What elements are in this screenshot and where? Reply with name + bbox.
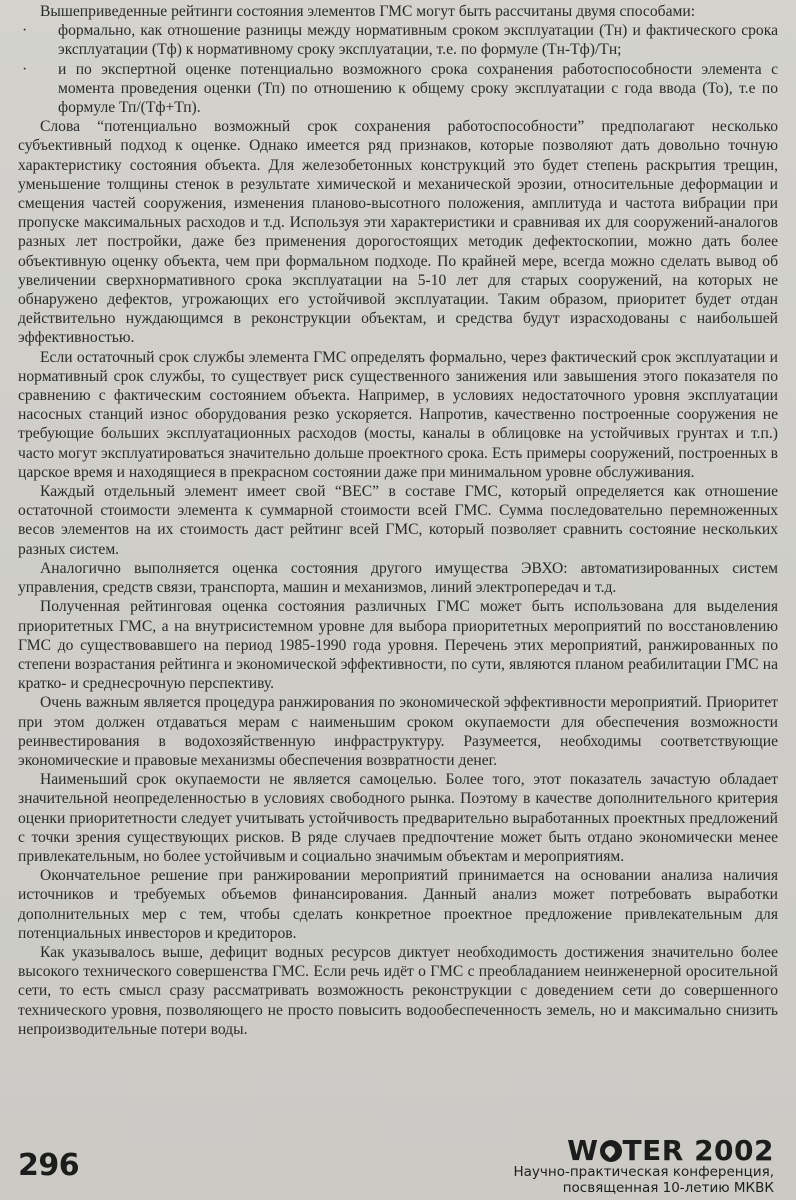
paragraph-residual-life: Если остаточный срок службы элемента ГМС определять формально, через фактический срок эксплуатации и нормативный срок службы, то существует риск существенного занижения или завышения этого показателя по сравнению с фактическим состоянием объекта. Например, в условиях недостаточного уровня эксплуатации насосных станций износ оборудования резко ускоряется. Напротив, качественно построенные сооружения не требующие больших эксплуатационных расходов (мосты, каналы в облицовке на устойчивых грунтах и т.п.) часто могут эксплуатироваться значительно дольше проектного срока. Есть примеры сооружений, построенных в царское время и находящиеся в прекрасном состоянии даже при минимальном уровне обслуживания. <box>18 348 778 481</box>
page-number: 296 <box>18 1148 80 1183</box>
paragraph-rating-use: Полученная рейтинговая оценка состояния различных ГМС может быть использована для выделения приоритетных ГМС, а на внутрисистемном уровне для выбора приоритетных мероприятий по восстановлению ГМС до существовавшего на период 1985-1990 года уровня. Перечень этих мероприятий, ранжированных по степени возрастания рейтинга и экономической эффективности, по сути, являются планом реабилитации ГМС на кратко- и среднесрочную перспективу. <box>18 598 778 693</box>
paragraph-element-weight: Каждый отдельный элемент имеет свой “ВЕС” в составе ГМС, который определяется как отношение остаточной стоимости элемента к суммарной стоимости всей ГМС. Сумма последовательно перемноженных весов элементов на их стоимость даст рейтинг всей ГМС, который позволяет сравнить состояние нескольких разных систем. <box>18 483 778 558</box>
logo-text: TER 2002 <box>622 1134 774 1167</box>
paragraph-water-deficit: Как указывалось выше, дефицит водных ресурсов диктует необходимость достижения значительно более высокого технического совершенства ГМС. Если речь идёт о ГМС с преобладанием неинженерной оросительной сети, то есть смысл сразу рассматривать возможность реконструкции с доведением сети до совершенного технического уровня, позволяющего не просто повысить водообеспеченность земель, но и максимально снизить непроизводительные потери воды. <box>18 943 778 1038</box>
body-text <box>18 2 778 1039</box>
logo-letter-w: W <box>567 1134 599 1167</box>
paragraph-potential-life: Слова “потенциально возможный срок сохранения работоспособности” предполагают несколько субъективный подход к оценке. Однако имеется ряд признаков, которые позволяют дать довольно точную характеристику состояния объекта. Для железобетонных конструкций это будет степень раскрытия трещин, уменьшение толщины стенок в результате химической и механической эрозии, относительные деформации и смещения частей сооружения, изменения планово-высотного положения, амплитуда и частота вибрации при пропуске максимальных расходов и т.д. Используя эти характеристики и сравнивая их для сооружений-аналогов разных лет постройки, даже без применения дорогостоящих методик дефектоскопии, можно дать более объективную оценку объекта, чем при формальном подходе. По крайней мере, всегда можно сделать вывод об увеличении сверхнормативного срока эксплуатации на 5-10 лет для старых сооружений, на которых не обнаружено дефектов, угрожающих его устойчивой эксплуатации. Таким образом, приоритет будет отдан действительно нуждающимся в реконструкции объектам, и средства будут израсходованы с наибольшей эффективностью. <box>18 118 778 347</box>
water-2002-logo <box>567 1134 774 1167</box>
water-drop-icon <box>600 1140 622 1162</box>
paragraph-ranking: Очень важным является процедура ранжирования по экономической эффективности мероприятий. Приоритет при этом должен отдаваться мерам с наименьшим сроком окупаемости для обеспечения возможности реинвестирования в водохозяйственную инфраструктуру. Разумеется, необходимы соответствующие экономические и правовые механизмы обеспечения возвратности денег. <box>18 694 778 769</box>
conference-line-2: посвященная 10-летию МКВК <box>562 1180 774 1196</box>
bullet-text-formal: формально, как отношение разницы между нормативным сроком эксплуатации (Тн) и фактического срока эксплуатации (Тф) к нормативному сроку эксплуатации, т.е. по формуле (Тн-Тф)/Тн; <box>58 22 778 59</box>
list-item <box>18 60 778 118</box>
bullet-marker: · <box>22 60 28 78</box>
conference-caption <box>474 1164 774 1196</box>
bullet-marker: · <box>22 22 28 40</box>
list-item <box>18 21 778 59</box>
paragraph-payback: Наименьший срок окупаемости не является самоцелью. Более того, этот показатель зачастую обладает значительной неопределенностью в условиях свободного рынка. Поэтому в качестве дополнительного критерия оценки приоритетности следует учитывать устойчивость предварительно выработанных проектных предложений с точки зрения существующих рисков. В ряде случаев предпочтение может быть отдано экономически менее привлекательным, но более устойчивым и социально значимым объектам и мероприятиям. <box>18 771 778 865</box>
conference-line-1: Научно-практическая конференция, <box>513 1164 774 1180</box>
paragraph-other-property: Аналогично выполняется оценка состояния другого имущества ЭВХО: автоматизированных систем управления, средств связи, транспорта, машин и механизмов, линий электропередач и т.д. <box>18 559 778 597</box>
bullet-text-expert: и по экспертной оценке потенциально возможного срока сохранения работоспособности элемента с момента проведения оценки (Тп) по отношению к общему сроку эксплуатации с года ввода (То), т.е по формуле Тп/(Тф+Тп). <box>58 60 778 117</box>
paragraph-final-decision: Окончательное решение при ранжировании мероприятий принимается на основании анализа наличия источников и требуемых объемов финансирования. Данный анализ может потребовать выработки дополнительных мер с тем, чтобы сделать конкретное проектное предложение привлекательным для потенциальных инвесторов и кредиторов. <box>18 867 778 942</box>
intro-paragraph: Вышеприведенные рейтинги состояния элементов ГМС могут быть рассчитаны двумя способами: <box>40 3 696 20</box>
